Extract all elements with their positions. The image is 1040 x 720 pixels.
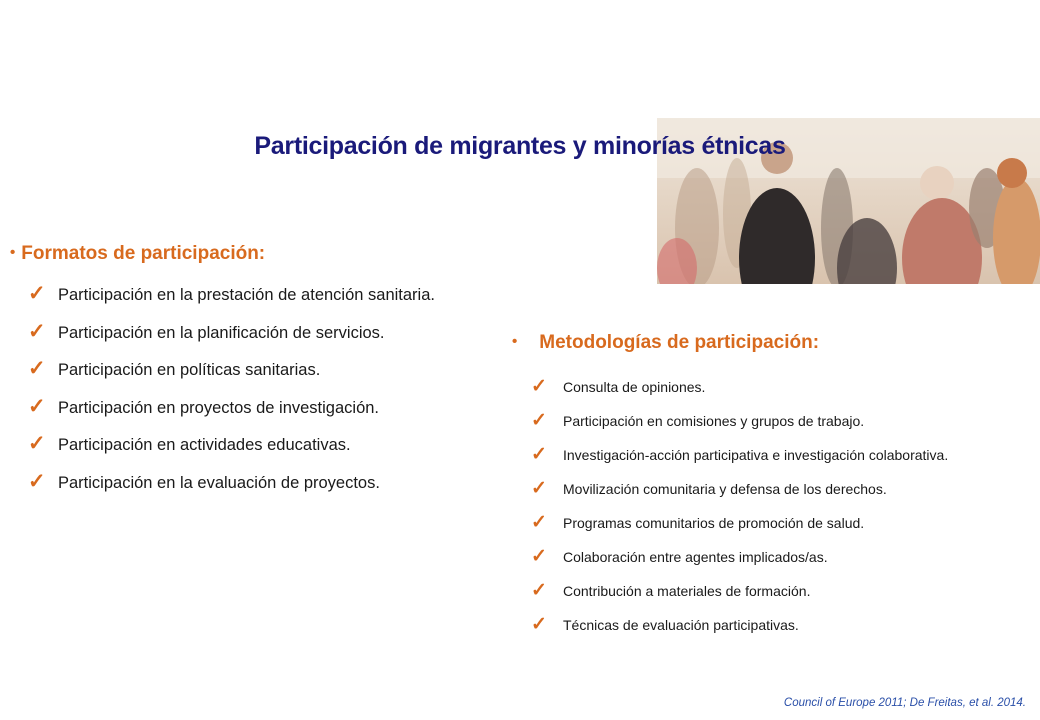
list-item-text: Participación en la evaluación de proyectos. [58,473,380,492]
list-item [531,608,1015,642]
list-item [531,506,1015,540]
bullet-icon: • [512,333,518,350]
checkmark-icon: ✓ [531,512,547,533]
list-item-text: Consulta de opiniones. [563,379,706,395]
list-item [531,472,1015,506]
list-item [531,438,1015,472]
checkmark-icon: ✓ [531,376,547,397]
checkmark-icon: ✓ [28,319,46,343]
methods-list [531,370,1015,642]
list-item [28,431,435,469]
list-item-text: Participación en comisiones y grupos de trabajo. [563,413,865,429]
list-item [531,404,1015,438]
checkmark-icon: ✓ [531,546,547,567]
list-item [28,281,435,319]
list-item-text: Investigación-acción participativa e investigación colaborativa. [563,447,949,463]
list-item [531,540,1015,574]
bullet-icon: • [10,244,16,261]
list-item-text: Movilización comunitaria y defensa de los derechos. [563,481,887,497]
formats-heading-text: Formatos de participación: [21,243,266,264]
list-item [531,574,1015,608]
checkmark-icon: ✓ [531,614,547,635]
checkmark-icon: ✓ [531,478,547,499]
checkmark-icon: ✓ [28,469,46,493]
list-item-text: Participación en políticas sanitarias. [58,361,321,379]
checkmark-icon: ✓ [531,444,547,465]
list-item [28,356,435,394]
formats-list [28,281,435,506]
formats-heading [10,243,265,265]
citation: Council of Europe 2011; De Freitas, et al. 2014. [783,697,1026,709]
list-item-text: Colaboración entre agentes implicados/as. [563,549,828,565]
checkmark-icon: ✓ [531,410,547,431]
checkmark-icon: ✓ [28,357,46,380]
methods-heading [512,332,819,354]
checkmark-icon: ✓ [28,432,46,455]
list-item [28,319,435,357]
list-item-text: Participación en la planificación de servicios. [58,323,385,342]
slide-title: Participación de migrantes y minorías étnicas [254,132,786,160]
methods-heading-text: Metodologías de participación: [539,332,820,353]
list-item-text: Técnicas de evaluación participativas. [563,617,799,633]
list-item [28,394,435,432]
list-item-text: Participación en proyectos de investigación. [58,398,380,417]
list-item-text: Contribución a materiales de formación. [563,583,811,599]
list-item-text: Programas comunitarios de promoción de salud. [563,515,865,531]
list-item [531,370,1015,404]
checkmark-icon: ✓ [531,580,547,601]
list-item [28,469,435,507]
list-item-text: Participación en la prestación de atención sanitaria. [58,286,435,304]
checkmark-icon: ✓ [28,394,46,418]
checkmark-icon: ✓ [28,282,46,305]
list-item-text: Participación en actividades educativas. [58,436,351,454]
